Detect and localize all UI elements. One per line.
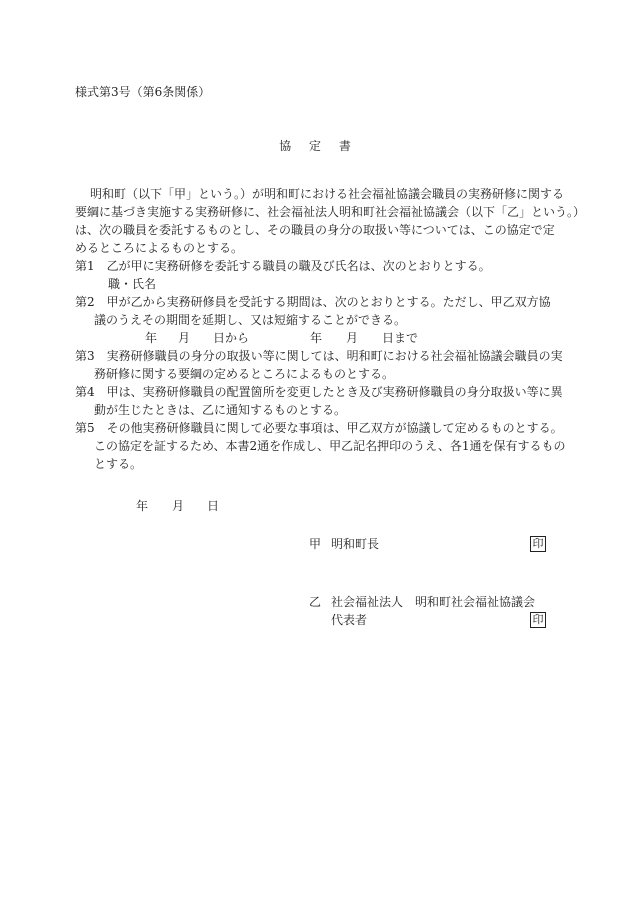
party-b-organization: 社会福祉法人 明和町社会福祉協議会 — [331, 595, 536, 609]
party-b-representative: 代表者 — [331, 613, 368, 627]
title-char-1: 協 — [279, 139, 292, 153]
date-month: 月 — [172, 499, 185, 513]
period-year-to: 年 — [310, 331, 323, 345]
closing-line-1: この協定を証するため、本書2通を作成し、甲乙記名押印のうえ、各1通を保有するもの — [94, 439, 566, 453]
party-b-label: 乙 — [309, 595, 322, 609]
document-title — [0, 138, 630, 154]
party-b-seal-mark: 印 — [530, 612, 546, 628]
article-3-continued: 務研修に関する要綱の定めるところによるものとする。 — [94, 367, 395, 381]
party-a-name: 明和町長 — [331, 537, 380, 551]
party-a-label: 甲 — [309, 537, 322, 551]
period-month-from: 月 — [178, 331, 191, 345]
article-4: 第4 甲は、実務研修職員の配置箇所を変更したとき及び実務研修職員の身分取扱い等に異 — [75, 385, 563, 399]
article-1-position-name: 職・氏名 — [108, 277, 157, 291]
party-a-seal-mark: 印 — [530, 536, 546, 552]
date-year: 年 — [136, 499, 149, 513]
form-number: 様式第3号（第6条関係） — [75, 85, 211, 99]
article-5: 第5 その他実務研修職員に関して必要な事項は、甲乙双方が協議して定めるものとする。 — [75, 421, 563, 435]
title-char-2: 定 — [308, 139, 321, 153]
title-char-3: 書 — [338, 139, 351, 153]
preamble-line-4: めるところによるものとする。 — [75, 241, 244, 255]
period-month-to: 月 — [346, 331, 359, 345]
period-day-to: 日まで — [382, 331, 419, 345]
article-2: 第2 甲が乙から実務研修員を受託する期間は、次のとおりとする。ただし、甲乙双方協 — [75, 295, 551, 309]
article-4-continued: 動が生じたときは、乙に通知するものとする。 — [94, 403, 347, 417]
article-3: 第3 実務研修職員の身分の取扱い等に関しては、明和町における社会福祉協議会職員の実 — [75, 349, 563, 363]
article-1: 第1 乙が甲に実務研修を委託する職員の職及び氏名は、次のとおりとする。 — [75, 259, 491, 273]
preamble-line-1: 明和町（以下「甲」という。）が明和町における社会福祉協議会職員の実務研修に関する — [90, 187, 565, 201]
preamble-line-2: 要綱に基づき実施する実務研修に、社会福祉法人明和町社会福祉協議会（以下「乙」という。） — [75, 205, 586, 219]
preamble-line-3: は、次の職員を委託するものとし、その職員の身分の取扱い等については、この協定で定 — [75, 223, 555, 237]
period-year-from: 年 — [145, 331, 158, 345]
date-day: 日 — [207, 499, 220, 513]
period-day-from: 日から — [213, 331, 250, 345]
article-2-continued: 議のうえその期間を延期し、又は短縮することができる。 — [94, 313, 407, 327]
closing-line-2: とする。 — [94, 457, 143, 471]
